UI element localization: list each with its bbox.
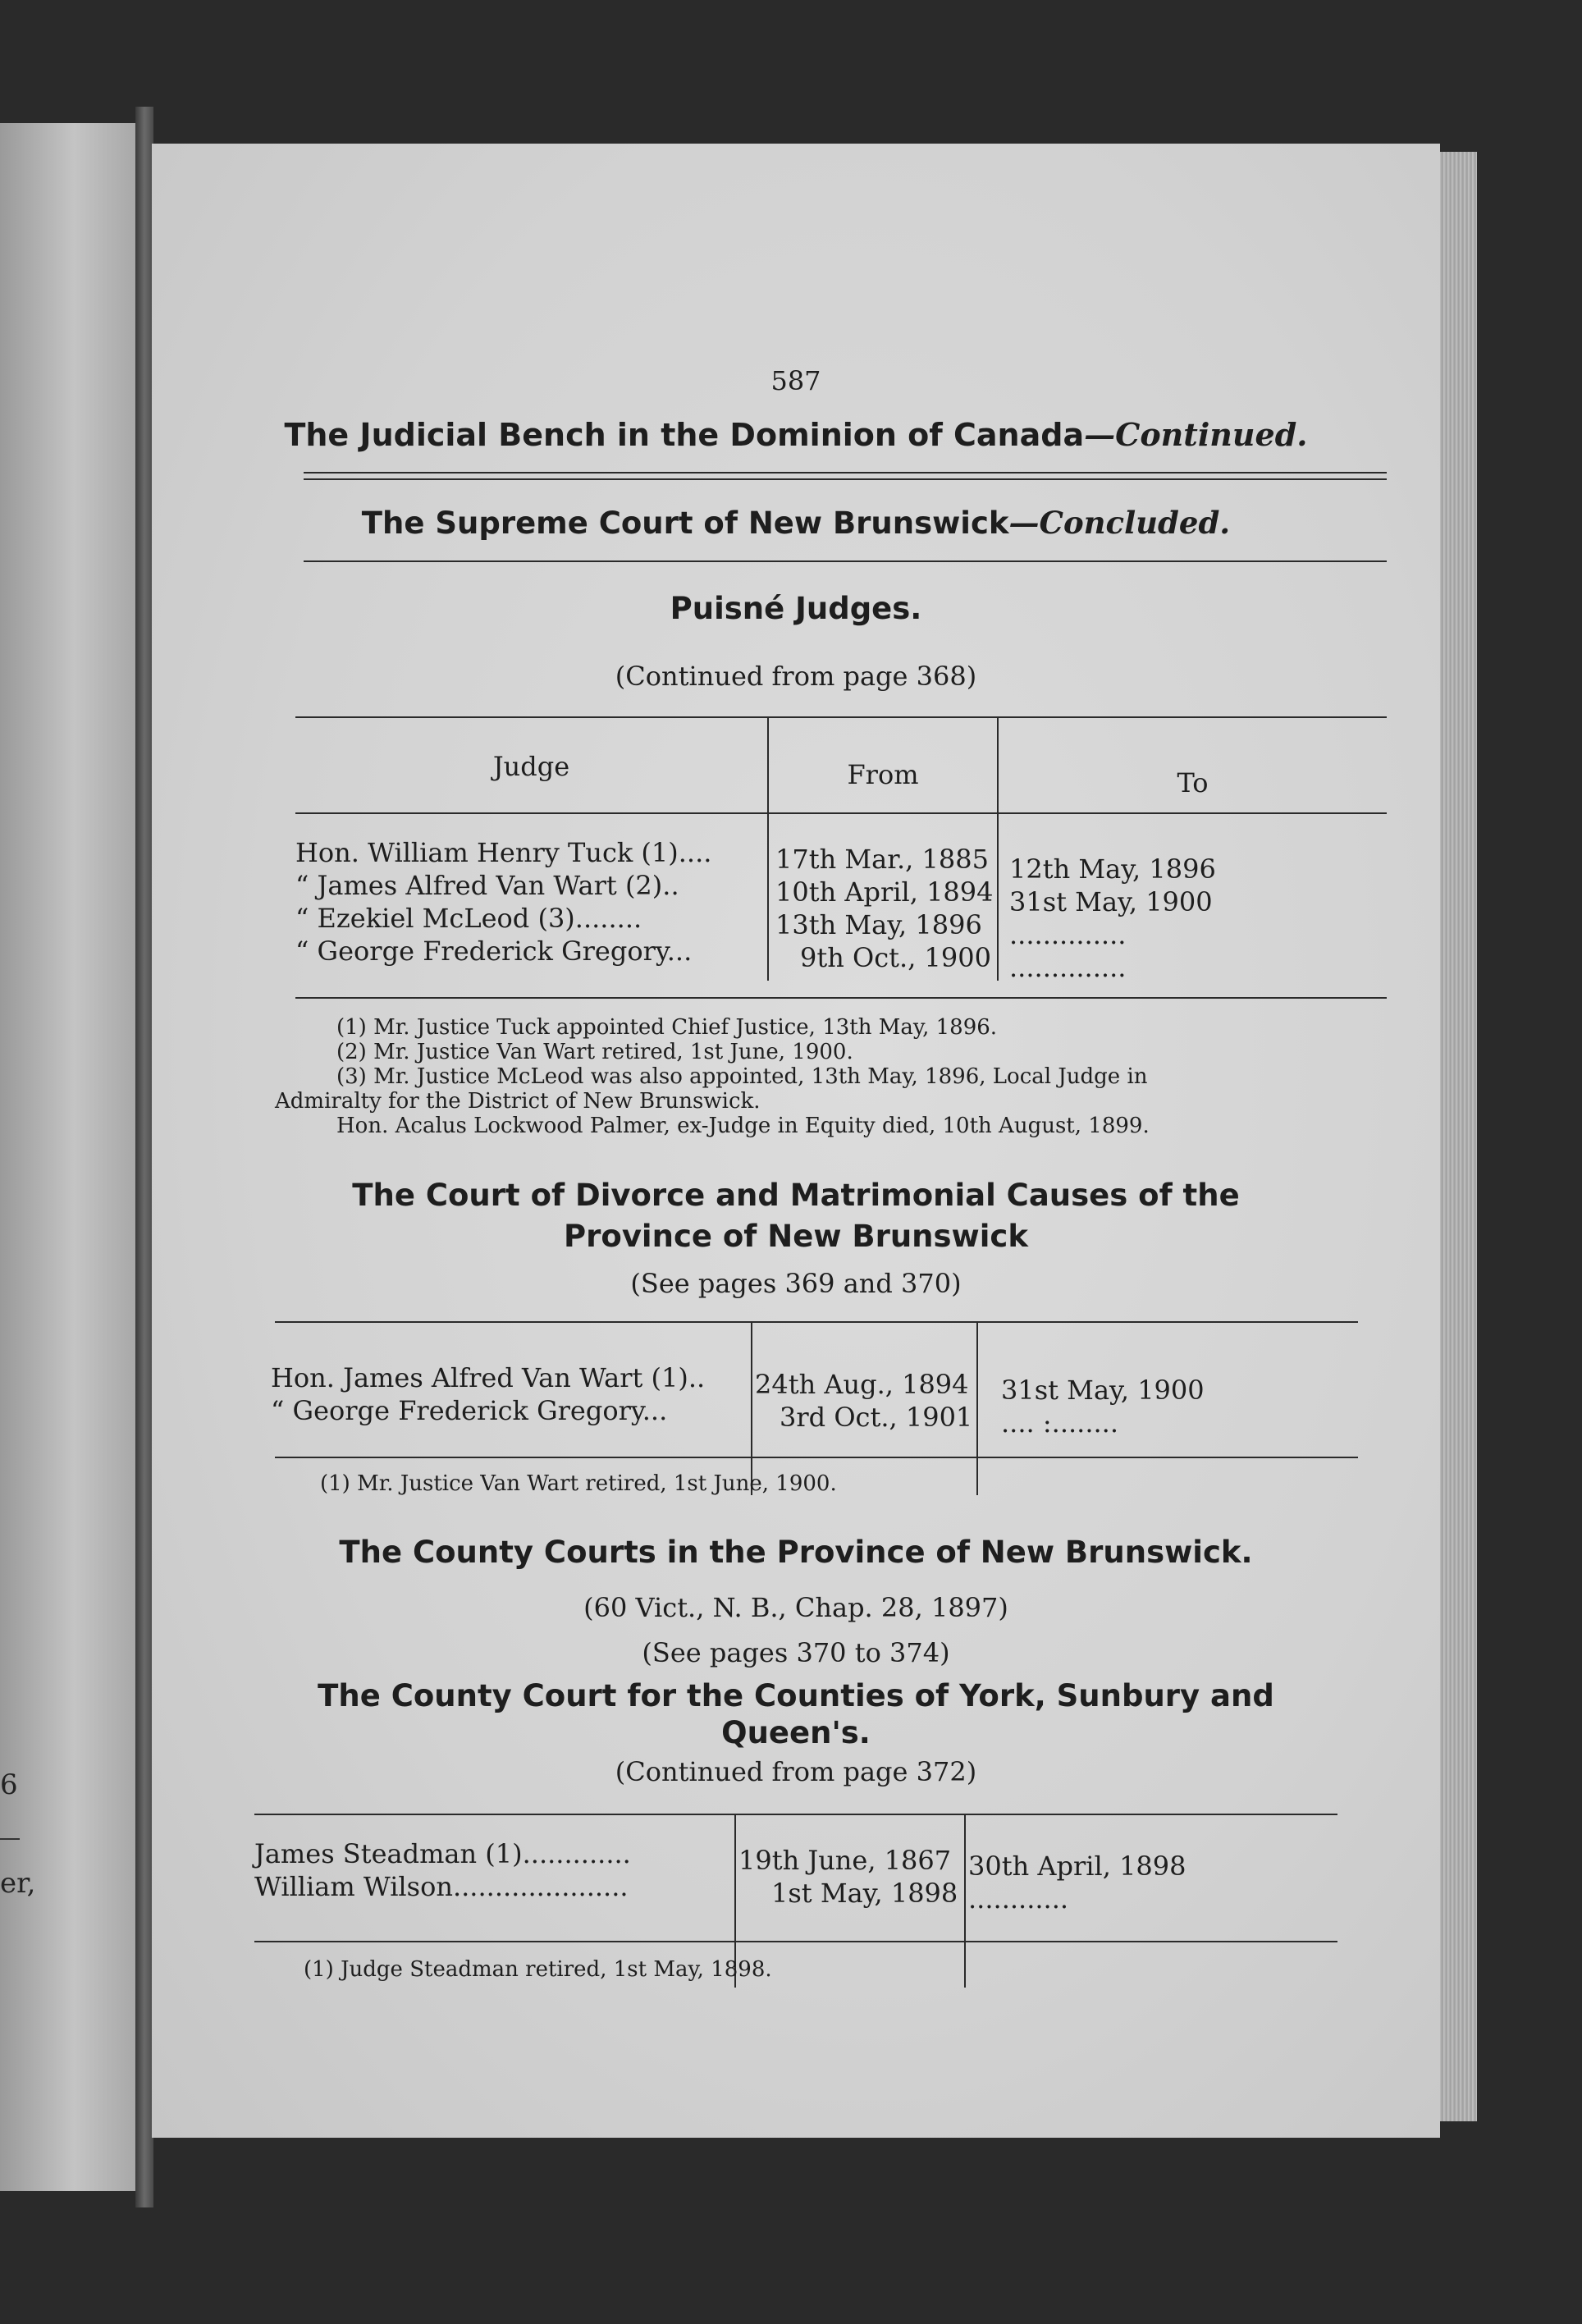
- column-header-from: From: [847, 759, 919, 790]
- from-date: 13th May, 1896: [775, 909, 982, 940]
- judge-name: Hon. William Henry Tuck (1)....: [295, 837, 712, 868]
- to-date: ..............: [1009, 919, 1127, 950]
- to-date: 31st May, 1900: [1009, 886, 1213, 917]
- to-date: 12th May, 1896: [1009, 853, 1216, 885]
- footnote: (1) Judge Steadman retired, 1st May, 1898.: [304, 1957, 772, 1982]
- table-top-rule: [295, 716, 1387, 718]
- continued-note: (Continued from page 368): [615, 661, 977, 692]
- judge-name: “ George Frederick Gregory...: [295, 936, 693, 967]
- column-header-to: To: [1177, 767, 1209, 798]
- supreme-court-heading: [152, 505, 1440, 541]
- judge-name: “ James Alfred Van Wart (2)..: [295, 870, 679, 901]
- divorce-court-title: The Court of Divorce and Matrimonial Causes of the: [352, 1178, 1240, 1213]
- supreme-court-title: The Supreme Court of New Brunswick: [361, 506, 1009, 541]
- page-number: 587: [770, 365, 821, 396]
- left-page-text: 6: [0, 1768, 18, 1801]
- double-rule: [304, 478, 1387, 480]
- footnote: Hon. Acalus Lockwood Palmer, ex-Judge in Equity died, 10th August, 1899.: [336, 1114, 1150, 1138]
- footnote: Admiralty for the District of New Brunswick.: [275, 1089, 761, 1114]
- table-top-rule: [254, 1814, 1337, 1815]
- supreme-court-suffix: —Concluded.: [1008, 505, 1231, 541]
- page-edges: [1440, 152, 1477, 2121]
- york-court-title: Queen's.: [721, 1715, 871, 1750]
- left-page-rule: [0, 1838, 20, 1840]
- from-date: 19th June, 1867: [738, 1845, 952, 1876]
- column-divider: [964, 1815, 966, 1988]
- from-date: 3rd Oct., 1901: [780, 1402, 973, 1433]
- book-gutter: [135, 107, 153, 2207]
- footnote: (2) Mr. Justice Van Wart retired, 1st June, 1900.: [336, 1040, 853, 1064]
- book-page: [152, 144, 1440, 2138]
- county-courts-title: The County Courts in the Province of New Brunswick.: [339, 1535, 1253, 1570]
- puisne-judges-heading: Puisné Judges.: [670, 591, 922, 626]
- running-head-title: The Judicial Bench in the Dominion of Canada: [284, 417, 1085, 453]
- from-date: 17th Mar., 1885: [775, 844, 989, 875]
- judge-name: William Wilson.....................: [254, 1871, 629, 1902]
- table-bottom-rule: [254, 1941, 1337, 1942]
- to-date: ..............: [1009, 952, 1127, 983]
- from-date: 24th Aug., 1894: [755, 1369, 969, 1400]
- column-divider: [767, 718, 769, 981]
- column-divider: [751, 1323, 752, 1495]
- york-court-title: The County Court for the Counties of York, Sunbury and: [318, 1678, 1274, 1713]
- table-bottom-rule: [275, 1457, 1358, 1458]
- section-rule: [304, 560, 1387, 562]
- left-page-fragment: [0, 123, 135, 2191]
- column-divider: [997, 718, 999, 981]
- column-divider: [976, 1323, 978, 1495]
- header-rule: [295, 812, 1387, 814]
- divorce-court-title: Province of New Brunswick: [564, 1219, 1028, 1254]
- divorce-court-see: (See pages 369 and 370): [630, 1268, 962, 1299]
- to-date: ............: [968, 1883, 1069, 1915]
- footnote: (1) Mr. Justice Van Wart retired, 1st June, 1900.: [320, 1471, 837, 1496]
- to-date: 31st May, 1900: [1001, 1375, 1205, 1406]
- running-head-suffix: —Continued.: [1084, 416, 1308, 453]
- to-date: 30th April, 1898: [968, 1851, 1186, 1882]
- from-date: 10th April, 1894: [775, 876, 994, 908]
- footnote: (3) Mr. Justice McLeod was also appointed, 13th May, 1896, Local Judge in: [336, 1064, 1148, 1089]
- to-date: .... :........: [1001, 1407, 1119, 1439]
- judge-name: Hon. James Alfred Van Wart (1)..: [271, 1362, 706, 1393]
- column-header-judge: Judge: [492, 751, 570, 782]
- from-date: 1st May, 1898: [771, 1878, 958, 1909]
- county-courts-see: (See pages 370 to 374): [642, 1637, 950, 1668]
- judge-name: James Steadman (1).............: [254, 1838, 631, 1869]
- judge-name: “ Ezekiel McLeod (3)........: [295, 903, 642, 934]
- continued-note: (Continued from page 372): [615, 1756, 977, 1787]
- left-page-text: er,: [0, 1867, 36, 1900]
- double-rule: [304, 472, 1387, 473]
- table-top-rule: [275, 1321, 1358, 1323]
- running-head: [152, 416, 1440, 453]
- from-date: 9th Oct., 1900: [800, 942, 991, 973]
- footnote: (1) Mr. Justice Tuck appointed Chief Justice, 13th May, 1896.: [336, 1015, 998, 1040]
- county-courts-act: (60 Vict., N. B., Chap. 28, 1897): [583, 1592, 1008, 1623]
- judge-name: “ George Frederick Gregory...: [271, 1395, 668, 1426]
- table-bottom-rule: [295, 997, 1387, 999]
